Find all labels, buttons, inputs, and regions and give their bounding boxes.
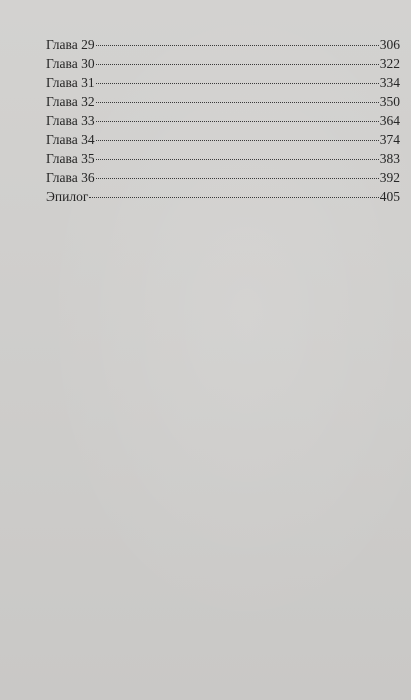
toc-entry-chapter-34[interactable] <box>46 132 400 151</box>
toc-entry-page-number: 374 <box>379 132 400 147</box>
toc-entry-title: Глава 36 <box>46 170 95 185</box>
toc-entry-epilogue[interactable] <box>46 189 400 208</box>
toc-entry-chapter-33[interactable] <box>46 113 400 132</box>
toc-entry-page-number: 306 <box>379 37 400 52</box>
dot-leader <box>89 197 378 198</box>
toc-entry-title: Глава 33 <box>46 113 95 128</box>
toc-entry-page-number: 405 <box>379 189 400 204</box>
dot-leader <box>96 178 379 179</box>
toc-entry-page-number: 383 <box>379 151 400 166</box>
toc-entry-chapter-35[interactable] <box>46 151 400 170</box>
toc-entry-title: Глава 29 <box>46 37 95 52</box>
toc-entry-title: Глава 34 <box>46 132 95 147</box>
dot-leader <box>96 159 379 160</box>
toc-entry-page-number: 392 <box>379 170 400 185</box>
table-of-contents <box>46 37 400 208</box>
toc-entry-chapter-32[interactable] <box>46 94 400 113</box>
toc-entry-title: Глава 31 <box>46 75 95 90</box>
dot-leader <box>96 45 379 46</box>
toc-entry-chapter-30[interactable] <box>46 56 400 75</box>
toc-entry-page-number: 364 <box>379 113 400 128</box>
toc-entry-page-number: 322 <box>379 56 400 71</box>
toc-entry-title: Эпилог <box>46 189 89 204</box>
dot-leader <box>96 140 379 141</box>
dot-leader <box>96 102 379 103</box>
dot-leader <box>96 83 379 84</box>
toc-entry-chapter-31[interactable] <box>46 75 400 94</box>
toc-entry-chapter-36[interactable] <box>46 170 400 189</box>
toc-entry-title: Глава 30 <box>46 56 95 71</box>
dot-leader <box>96 121 379 122</box>
toc-entry-chapter-29[interactable] <box>46 37 400 56</box>
toc-entry-page-number: 350 <box>379 94 400 109</box>
toc-entry-page-number: 334 <box>379 75 400 90</box>
toc-entry-title: Глава 32 <box>46 94 95 109</box>
dot-leader <box>96 64 379 65</box>
toc-entry-title: Глава 35 <box>46 151 95 166</box>
